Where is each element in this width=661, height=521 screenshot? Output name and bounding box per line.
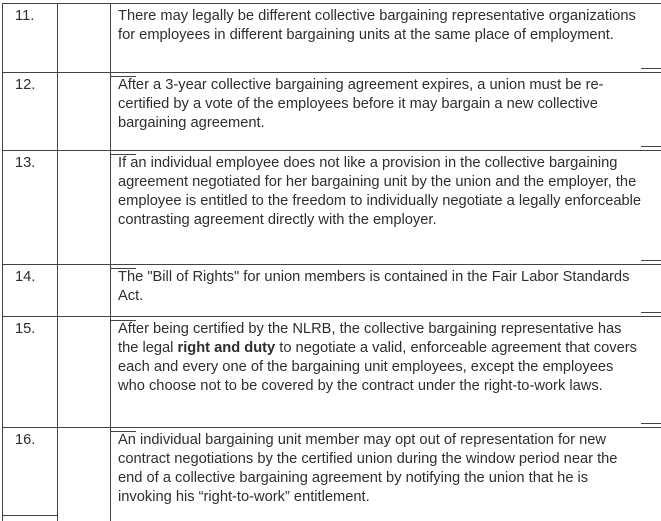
table-row (3, 73, 661, 151)
statement-text: There may legally be different collective bargaining representative organizations for employees in different bargaining units at the same place of employment. (118, 8, 636, 43)
statement-cell (111, 265, 661, 317)
statement-text: An individual bargaining unit member may opt out of representation for new contract negotiations by the certified union during the window period near the end of a collective bargaining agreement by notifying the union that he is invoking his “right-to-work” entitlement. (118, 432, 618, 506)
table-row (3, 317, 661, 428)
answer-cell[interactable] (58, 151, 111, 264)
partial-border-segment (2, 515, 57, 516)
question-number-cell (3, 151, 58, 264)
table-row (3, 265, 661, 318)
question-number-cell (3, 428, 58, 521)
question-number-cell (3, 4, 58, 72)
table-row (3, 4, 661, 73)
question-number-cell (3, 73, 58, 150)
question-number-cell (3, 317, 58, 427)
question-number: 16. (15, 432, 36, 449)
statement-cell (111, 73, 661, 150)
question-number: 11. (15, 8, 35, 24)
answer-cell[interactable] (58, 317, 111, 427)
statement-cell (111, 4, 661, 72)
answer-cell[interactable] (58, 265, 111, 317)
question-number: 15. (15, 321, 36, 338)
statement-text: The "Bill of Rights" for union members is contained in the Fair Labor Standards Act. (118, 268, 630, 304)
answer-cell[interactable] (58, 73, 111, 150)
question-number: 13. (15, 154, 36, 171)
statement-cell (111, 428, 661, 521)
question-number: 12. (15, 76, 36, 93)
statement-text: If an individual employee does not like a provision in the collective bargaining agreement negotiated for her bargaining unit by the union and the employer, the employee is entitled to the freedom to individually negotiate a legally enforceable contrasting agreement directly with the employer. (118, 154, 642, 228)
answer-cell[interactable] (58, 4, 111, 72)
table-row (3, 428, 661, 521)
question-number: 14. (15, 268, 36, 285)
answer-cell[interactable] (58, 428, 111, 521)
statement-cell (111, 151, 661, 264)
statement-text: After a 3-year collective bargaining agreement expires, a union must be re-certified by a vote of the employees before it may bargain a new collective bargaining agreement. (118, 76, 604, 131)
table-row (3, 151, 661, 265)
statement-text: After being certified by the NLRB, the collective bargaining representative has the legal right and duty to negotiate a valid, enforceable agreement that covers each and every one of the bargaining unit employees, except the employees who choose not to be covered by the contract under the right-to-work laws. (118, 321, 637, 395)
quiz-table (2, 3, 661, 521)
statement-cell (111, 317, 661, 427)
question-number-cell (3, 265, 58, 317)
